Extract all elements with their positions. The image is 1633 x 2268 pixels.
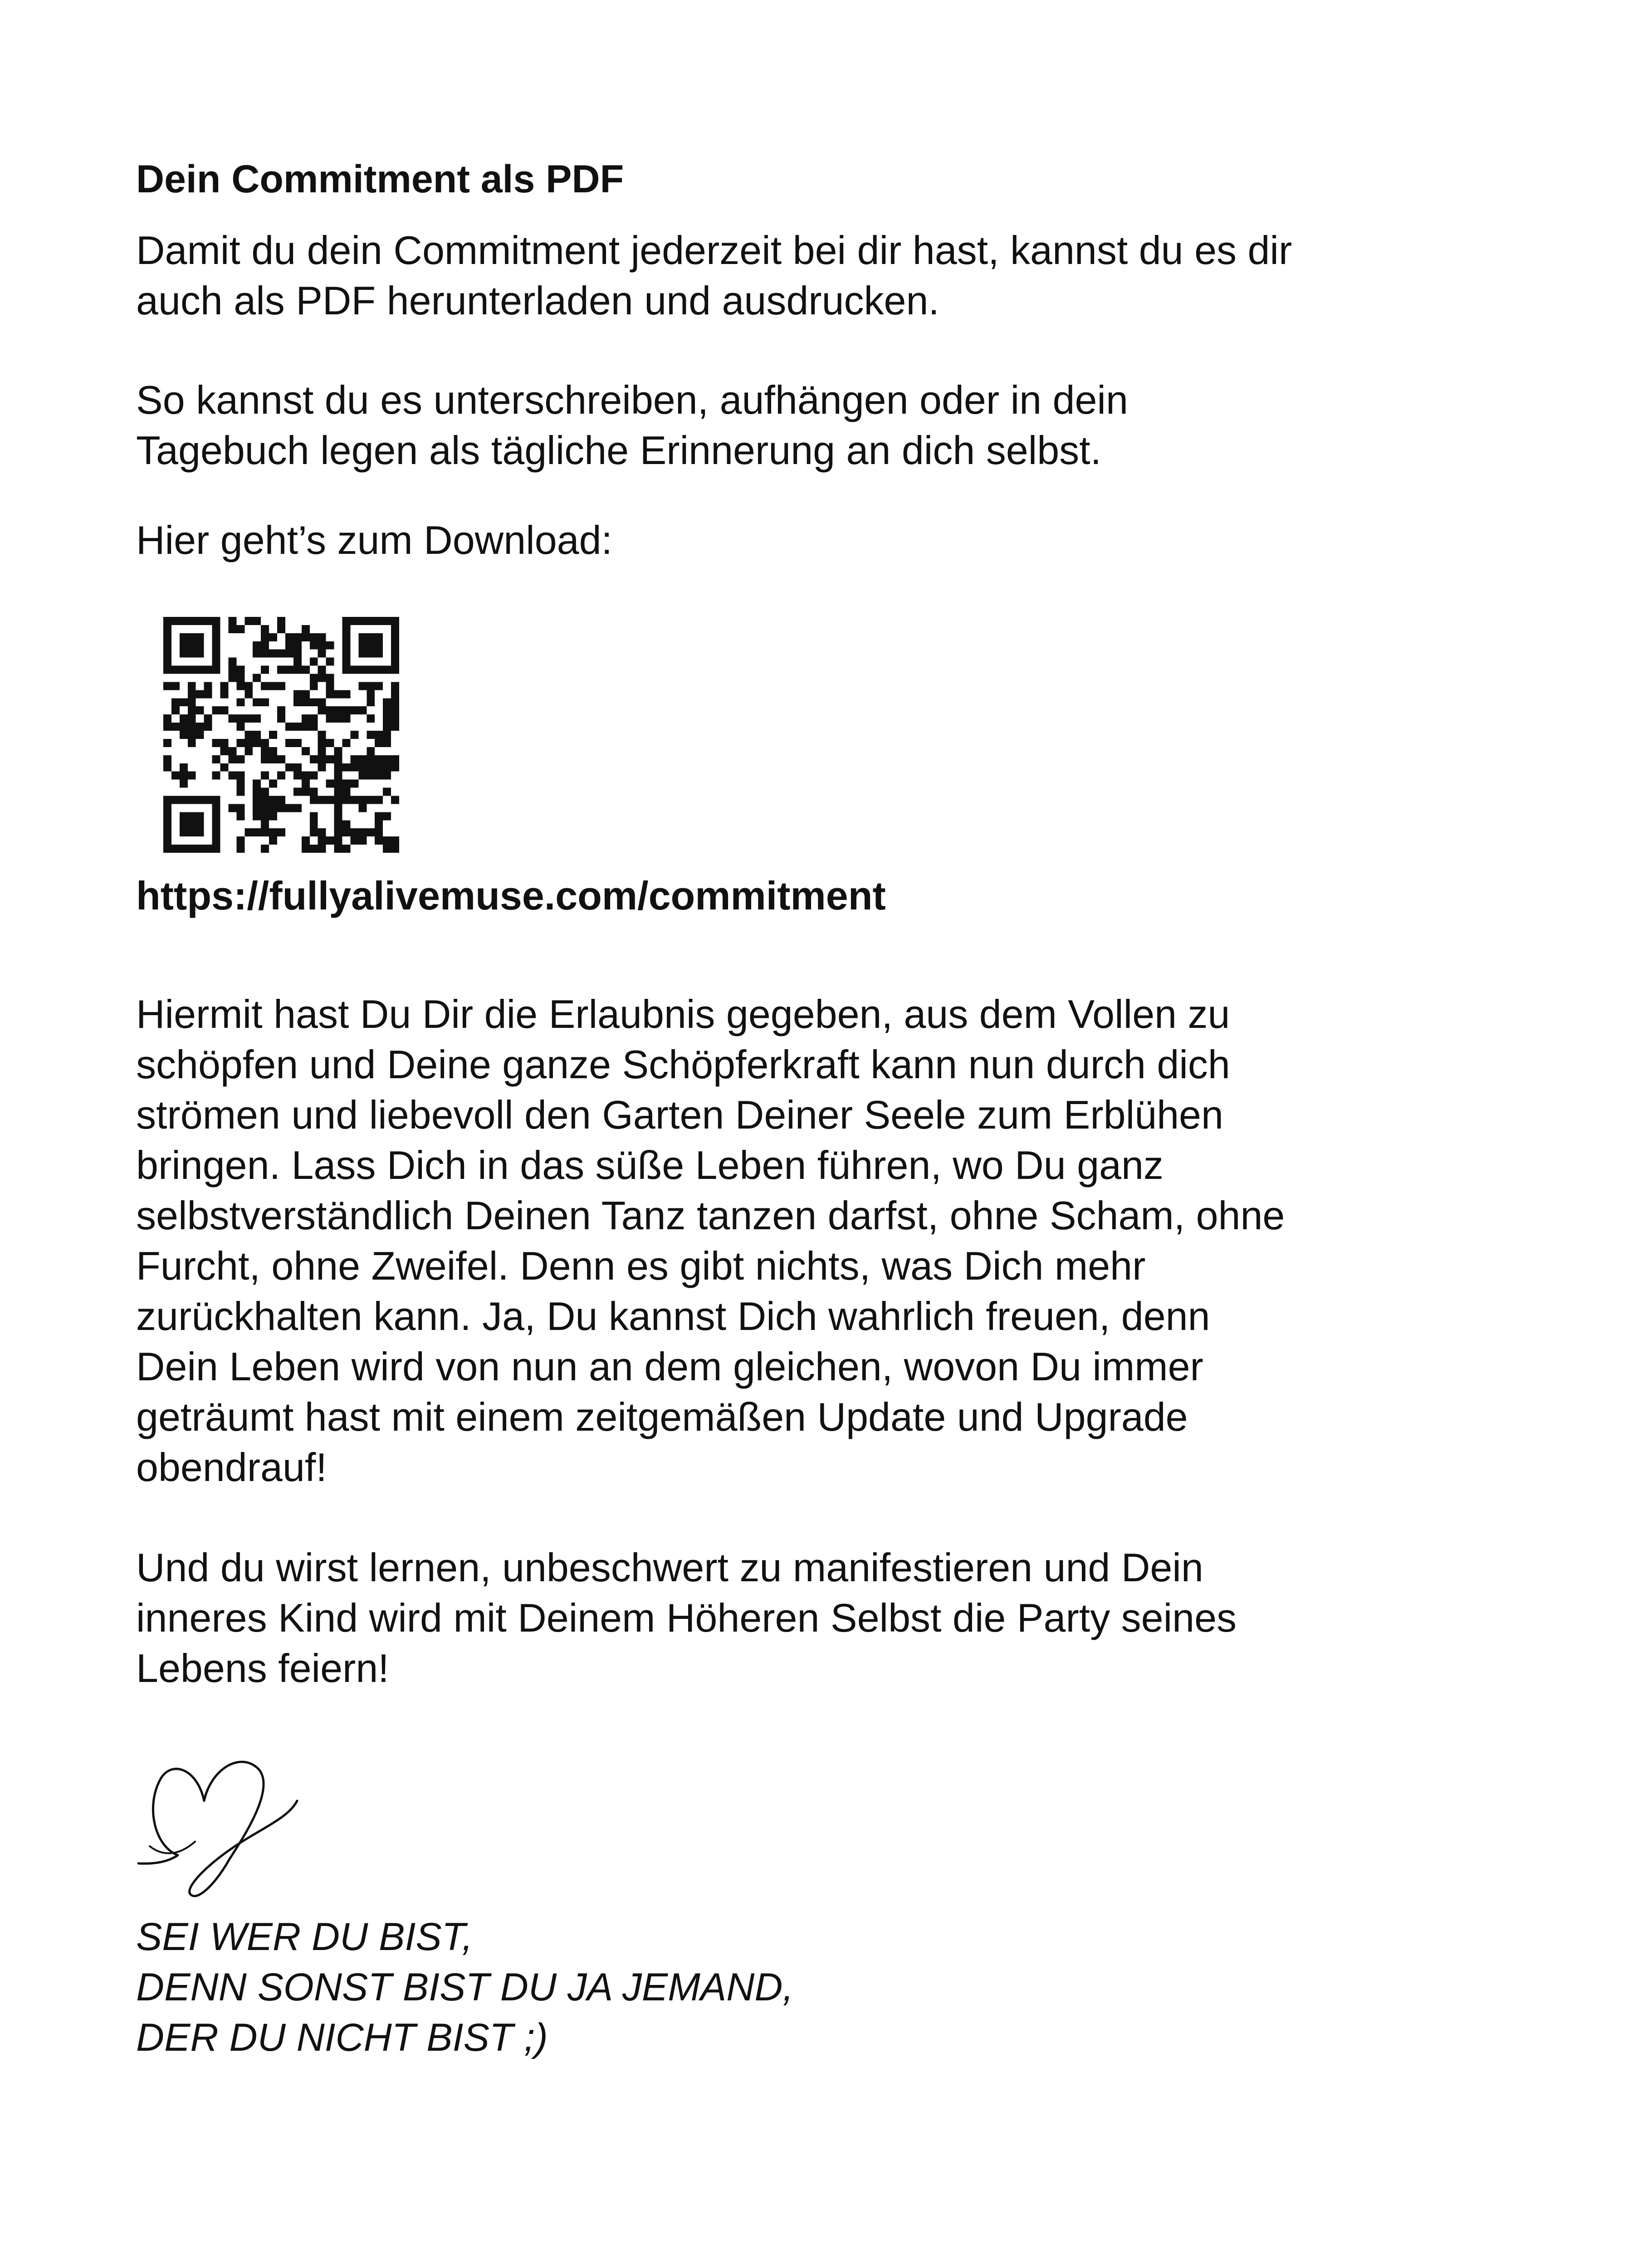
quote-line: DENN SONST BIST DU JA JEMAND,: [136, 1965, 794, 2009]
quote-line: DER DU NICHT BIST ;): [136, 2016, 548, 2059]
quote-line: SEI WER DU BIST,: [136, 1915, 473, 1959]
closing-paragraph: Und du wirst lernen, unbeschwert zu manifestieren und Dein inneres Kind wird mit Deinem Höheren Selbst die Party seines Lebens feiern!: [136, 1545, 1237, 1691]
heart-signature-icon: [136, 1751, 308, 1905]
closing-quote: [136, 1912, 793, 2063]
intro-paragraph: Damit du dein Commitment jederzeit bei dir hast, kannst du es dir auch als PDF herunterladen und ausdrucken.: [136, 228, 1292, 323]
body-paragraph: Hiermit hast Du Dir die Erlaubnis gegeben, aus dem Vollen zu schöpfen und Deine ganze Schöpferkraft kann nun durch dich strömen und liebevoll den Garten Deiner Seele zum Erblühen bringen. Lass Dich in das süße Leben führen, wo Du ganz selbstverständlich Deinen Tanz tanzen darfst, ohne Scham, ohne Furcht, ohne Zweifel. Denn es gibt nichts, was Dich mehr zurückhalten kann. Ja, Du kannst Dich wahrlich freuen, denn Dein Leben wird von nun an dem gleichen, wovon Du immer geträumt hast mit einem zeitgemäßen Update und Upgrade obendrauf!: [136, 992, 1285, 1490]
usage-paragraph: So kannst du es unterschreiben, aufhängen oder in dein Tagebuch legen als tägliche Erinnerung an dich selbst.: [136, 377, 1128, 473]
qr-code-icon[interactable]: [163, 617, 399, 853]
section-heading: Dein Commitment als PDF: [136, 157, 624, 201]
download-link[interactable]: https://fullyalivemuse.com/commitment: [136, 873, 886, 918]
download-intro: Hier geht’s zum Download:: [136, 518, 612, 562]
